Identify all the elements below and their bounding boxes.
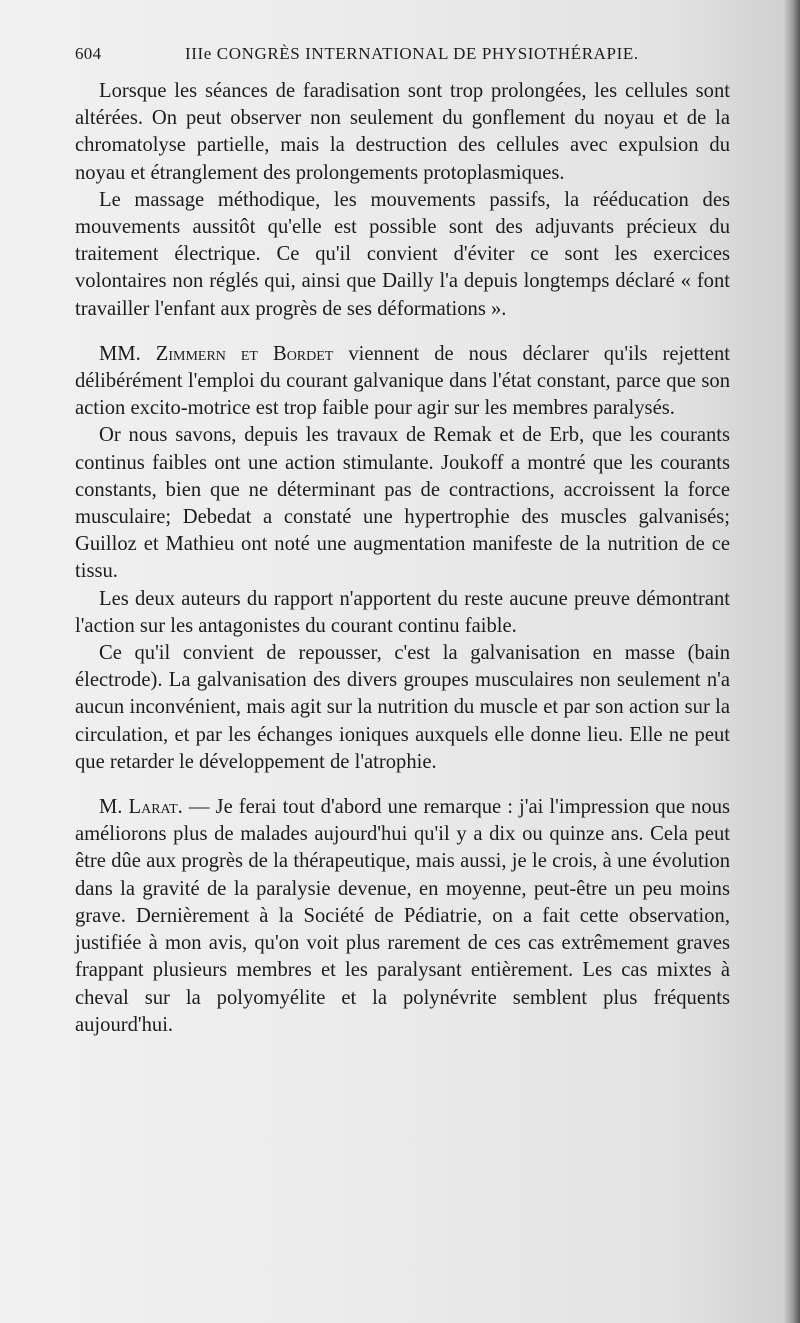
- paragraph: [75, 341, 730, 423]
- speaker-name: Larat: [128, 796, 178, 819]
- paragraph-text: Ce qu'il convient de repousser, c'est la galvanisation en masse (bain électrode). La galvanisation des divers groupes musculaires non seulement n'a aucun inconvénient, mais agit sur la nutrition du muscle et par son action sur la circulation, et par les échanges ioniques auxquels elle donne lieu. Elle ne peut que retarder le développement de l'atrophie.: [75, 642, 730, 773]
- running-head: [75, 44, 730, 68]
- body-text: [75, 78, 730, 1039]
- paragraph-text: Or nous savons, depuis les travaux de Remak et de Erb, que les courants continus faibles ont une action stimulante. Joukoff a montré que les courants constants, bien que ne déterminant pas de contractions, accroissent la force musculaire; Debedat a constaté une hypertrophie des muscles galvanisés; Guilloz et Mathieu ont noté une augmentation manifeste de la nutrition de ce tissu.: [75, 424, 730, 583]
- speaker-prefix: M.: [99, 796, 129, 819]
- paragraph: [75, 640, 730, 776]
- paragraph: [75, 794, 730, 1039]
- paragraph-text: . — Je ferai tout d'abord une remarque : j'ai l'impression que nous améliorons plus de malades aujourd'hui qu'il y a dix ou quinze ans. Cela peut être dûe aux progrès de la thérapeutique, mais aussi, je le crois, à une évolution dans la gravité de la paralysie devenue, en moyenne, peut-être un peu moins grave. Dernièrement à la Société de Pédiatrie, on a fait cette observation, justifiée à mon avis, qu'on voit plus rarement de ces cas extrêmement graves frappant plusieurs membres et les paralysant entièrement. Les cas mixtes à cheval sur la polyomyélite et la polynévrite semblent plus fréquents aujourd'hui.: [75, 796, 730, 1036]
- paragraph-text: Le massage méthodique, les mouvements passifs, la rééducation des mouvements aussitôt qu'elle est possible sont des adjuvants précieux du traitement électrique. Ce qu'il convient d'éviter ce sont les exercices volontaires non réglés qui, ainsi que Dailly l'a depuis longtemps déclaré « font travailler l'enfant aux progrès de ses déformations ».: [75, 188, 730, 320]
- speaker-name: Bordet: [272, 342, 334, 365]
- speaker-name: Zimmern: [155, 342, 226, 365]
- paragraph: [75, 187, 730, 323]
- paragraph: [75, 422, 730, 585]
- speaker-prefix: MM.: [99, 342, 156, 365]
- paragraph-text: viennent de nous déclarer qu'ils rejettent délibérément l'emploi du courant galvanique dans l'état constant, parce que son action excito-motrice est trop faible pour agir sur les membres paralysés.: [75, 342, 730, 420]
- paragraph: [75, 78, 730, 187]
- page-edge-shadow: [782, 0, 800, 1323]
- speaker-joiner: et: [225, 342, 273, 365]
- paragraph-text: Lorsque les séances de faradisation sont trop prolongées, les cellules sont altérées. On peut observer non seulement du gonflement du noyau et de la chromatolyse partielle, mais la destruction des cellules avec expulsion du noyau et étranglement des prolongements protoplasmiques.: [75, 80, 730, 184]
- paragraph-text: Les deux auteurs du rapport n'apportent du reste aucune preuve démontrant l'action sur les antagonistes du courant continu faible.: [75, 587, 730, 637]
- paragraph: [75, 586, 730, 640]
- running-title: IIIe CONGRÈS INTERNATIONAL DE PHYSIOTHÉRAPIE.: [185, 44, 639, 63]
- page-number: 604: [75, 44, 102, 63]
